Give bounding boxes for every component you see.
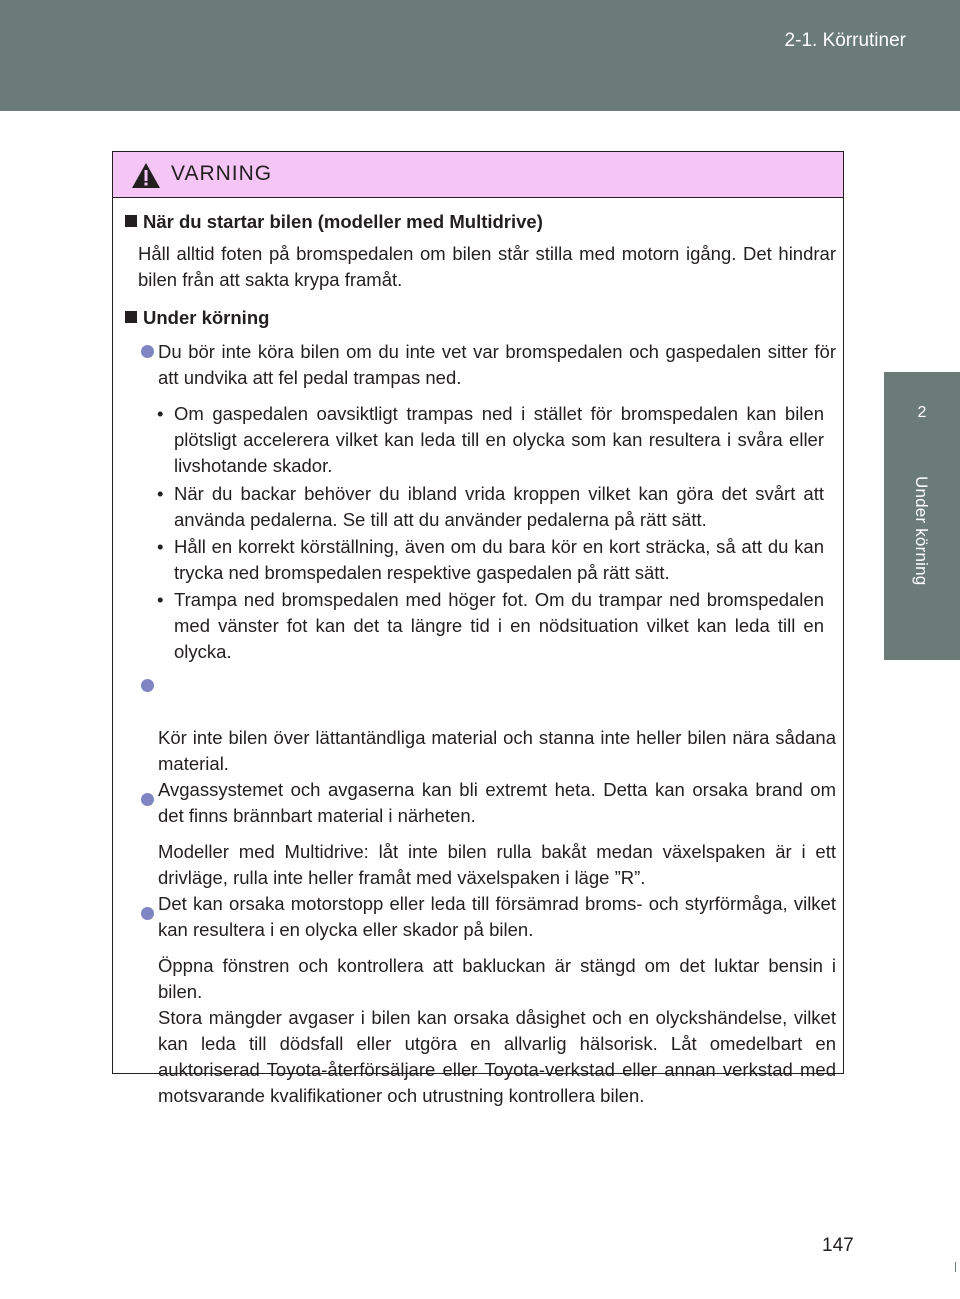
chapter-tab — [884, 372, 960, 660]
page-number: 147 — [822, 1235, 854, 1256]
sub-list-item — [157, 401, 824, 479]
sub-list-item — [157, 534, 824, 586]
square-bullet-icon — [125, 215, 137, 227]
sub-list-item-text: Om gaspedalen oavsiktligt trampas ned i stället för bromspedalen kan bilen plötsligt accelerera vilket kan leda till en olycka som kan resultera i svåra eller livshotande skador. — [174, 403, 824, 476]
list-item-text: Öppna fönstren och kontrollera att bakluckan är stängd om det luktar bensin i bilen. Stora mängder avgaser i bilen kan orsaka dåsighet och en olyckshändelse, vilket kan leda till dödsfall eller utgöra en allvarlig hälsorisk. Låt omedelbart en auktoriserad Toyota-återförsäljare eller Toyota-verkstad eller annan verkstad med motsvarande kvalifikationer och utrustning kontrollera bilen. — [158, 955, 836, 1106]
sub-list-item-text: När du backar behöver du ibland vrida kroppen vilket kan göra det svårt att använda pedalerna. Se till att du använder pedalerna på rätt sätt. — [174, 483, 824, 530]
circle-bullet-icon — [141, 793, 154, 806]
list-item-text: Modeller med Multidrive: låt inte bilen rulla bakåt medan växelspaken är i ett drivläge, rulla inte heller framåt med växelspaken i läge ”R”. Det kan orsaka motorstopp eller leda till försämrad broms- och styrförmåga, vilket kan resultera i en olycka eller skador på bilen. — [158, 841, 836, 940]
section-text: Håll alltid foten på bromspedalen om bilen står stilla med motorn igång. Det hindrar bilen från att sakta krypa framåt. — [138, 243, 836, 290]
section-heading — [113, 211, 543, 233]
sub-bullet-mark: • — [157, 483, 164, 504]
sub-list-item-text: Trampa ned bromspedalen med höger fot. Om du trampar ned bromspedalen med vänster fot kan det ta längre tid i en nödsituation vilket kan leda till en olycka. — [174, 589, 824, 662]
warning-triangle-icon — [131, 162, 161, 189]
sub-list-item — [157, 481, 824, 533]
sub-list-item — [157, 587, 824, 665]
section-heading-text: När du startar bilen (modeller med Multidrive) — [143, 211, 543, 232]
circle-bullet-icon — [141, 679, 154, 692]
list-item — [158, 901, 836, 1109]
crop-mark — [955, 6, 956, 20]
section-heading — [113, 307, 269, 329]
section-heading-text: Under körning — [143, 307, 270, 328]
square-bullet-icon — [125, 311, 137, 323]
warning-header — [113, 152, 843, 198]
sub-bullet-mark: • — [157, 403, 164, 424]
circle-bullet-icon — [141, 907, 154, 920]
warning-title: VARNING — [171, 162, 273, 185]
warning-box — [112, 151, 844, 1106]
chapter-number: 2 — [917, 404, 927, 421]
list-item-text: Du bör inte köra bilen om du inte vet var bromspedalen och gaspedalen sitter för att undvika att fel pedal trampas ned. — [158, 341, 836, 388]
crop-mark — [955, 646, 956, 656]
circle-bullet-icon — [141, 345, 154, 358]
sub-list-item-text: Håll en korrekt körställning, även om du bara kör en kort sträcka, så att du kan trycka ned bromspedalen respektive gaspedalen på rätt sätt. — [174, 536, 824, 583]
section-title: 2-1. Körrutiner — [784, 30, 906, 51]
crop-mark — [955, 1262, 956, 1272]
sub-bullet-mark: • — [157, 536, 164, 557]
chapter-label: Under körning — [912, 476, 931, 586]
sub-bullet-mark: • — [157, 589, 164, 610]
list-item — [158, 339, 836, 391]
header-bar — [0, 0, 960, 111]
list-item-text: Kör inte bilen över lättantändliga material och stanna inte heller bilen nära sådana material. Avgassystemet och avgaserna kan bli extremt heta. Detta kan orsaka brand om det finns brännbart material i närheten. — [158, 727, 836, 826]
